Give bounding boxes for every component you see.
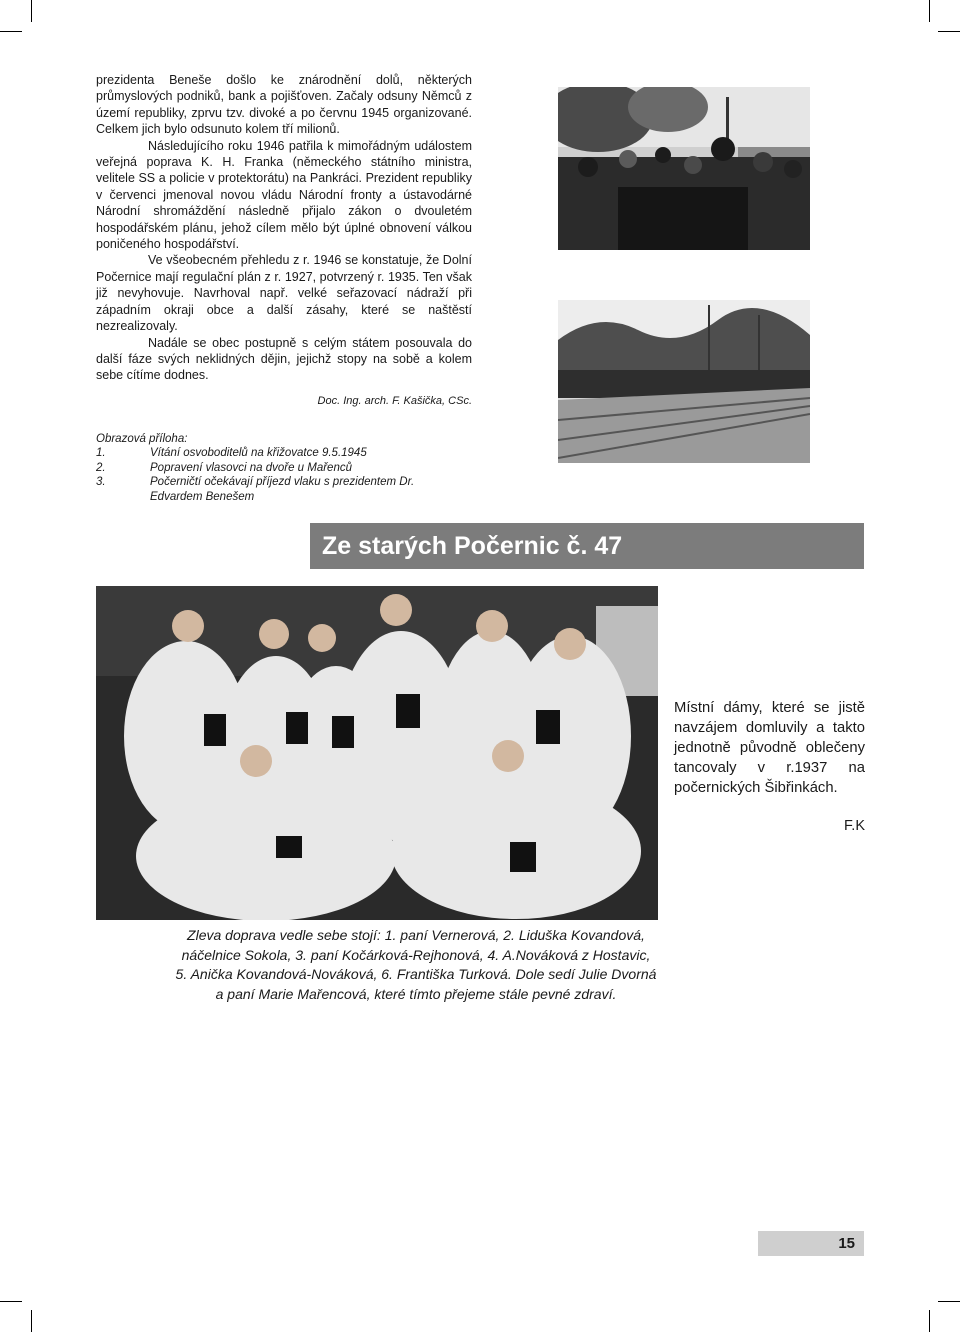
crop-mark: [0, 1301, 22, 1302]
attachment-number: 3.: [96, 476, 106, 489]
caption-line: 5. Anička Kovandová-Nováková, 6. Františka Turková. Dole sedí Julie Dvorná: [175, 966, 657, 983]
group-photo: [96, 586, 658, 920]
crop-mark: [31, 0, 32, 22]
page-number: 15: [758, 1231, 864, 1256]
list-item: [96, 446, 456, 460]
section-heading: Ze starých Počernic č. 47: [310, 523, 864, 569]
crop-mark: [31, 1310, 32, 1332]
photo-description: Místní dámy, které se jistě navzájem domluvily a takto jednotně původně oblečeny tancovaly v r.1937 na počernických Šibřinkách.: [674, 700, 865, 796]
photo-caption: [96, 926, 736, 1004]
crowd-photo: [558, 87, 810, 250]
attachment-text: Popravení vlasovci na dvoře u Mařenců: [150, 461, 352, 474]
crop-mark: [938, 31, 960, 32]
article-paragraph: prezidenta Beneše došlo ke znárodnění dolů, některých průmyslových podniků, bank a pojišťoven. Začaly odsuny Němců z území republiky, zprvu tzv. divoké a po červnu 1945 organizované. Celkem jich bylo odsunuto kolem tří milionů.: [96, 73, 472, 137]
article-paragraph: Ve všeobecném přehledu z r. 1946 se konstatuje, že Dolní Počernice mají regulační plán z r. 1927, potvrzený r. 1935. Ten však již nevyhovuje. Navrhoval např. velké seřazovací nádraží při západním okraji obce a další zásahy, které se naštěstí nezrealizovaly.: [96, 253, 472, 334]
attachment-text: Počerničtí očekávají příjezd vlaku s prezidentem Dr.: [150, 476, 415, 489]
crop-mark: [929, 0, 930, 22]
attachment-text-continued: Edvardem Benešem: [150, 490, 255, 503]
attachment-text: Vítání osvoboditelů na křižovatce 9.5.1945: [150, 447, 367, 460]
list-item: [96, 461, 456, 475]
attachment-title: Obrazová příloha:: [96, 433, 188, 445]
article-paragraph: Nadále se obec postupně s celým státem posouvala do další fáze svých neklidných dějin, jejichž stopy na sobě a kolem sebe cítíme dodnes.: [96, 335, 472, 383]
crop-mark: [0, 31, 22, 32]
article-signature: Doc. Ing. arch. F. Kašička, CSc.: [317, 395, 472, 407]
author-initials: F.K: [844, 818, 865, 834]
article-body: [96, 72, 472, 384]
caption-line: a paní Marie Mařencová, které tímto přejeme stále pevné zdraví.: [215, 985, 617, 1002]
caption-line: Zleva doprava vedle sebe stojí: 1. paní Vernerová, 2. Liduška Kovandová,: [187, 927, 645, 943]
list-item: [96, 475, 456, 489]
crop-mark: [929, 1310, 930, 1332]
caption-line: náčelnice Sokola, 3. paní Kočárková-Rejhonová, 4. A.Nováková z Hostavic,: [181, 946, 651, 963]
attachment-number: 1.: [96, 447, 106, 460]
attachment-list: [96, 432, 456, 504]
railway-photo: [558, 300, 810, 463]
crop-mark: [938, 1301, 960, 1302]
article-paragraph: Následujícího roku 1946 patřila k mimořádným událostem veřejná poprava K. H. Franka (německého státního ministra, velitele SS a policie v protektorátu) na Pankráci. Prezident republiky v červenci jmenoval novou vládu Národní fronty a ústavodárné Národní shromáždění následně přijalo zákon o dvouletém hospodářském plánu, jehož cílem mělo být úplné obnovení válkou poničeného hospodářství.: [96, 138, 472, 252]
attachment-number: 2.: [96, 461, 106, 474]
